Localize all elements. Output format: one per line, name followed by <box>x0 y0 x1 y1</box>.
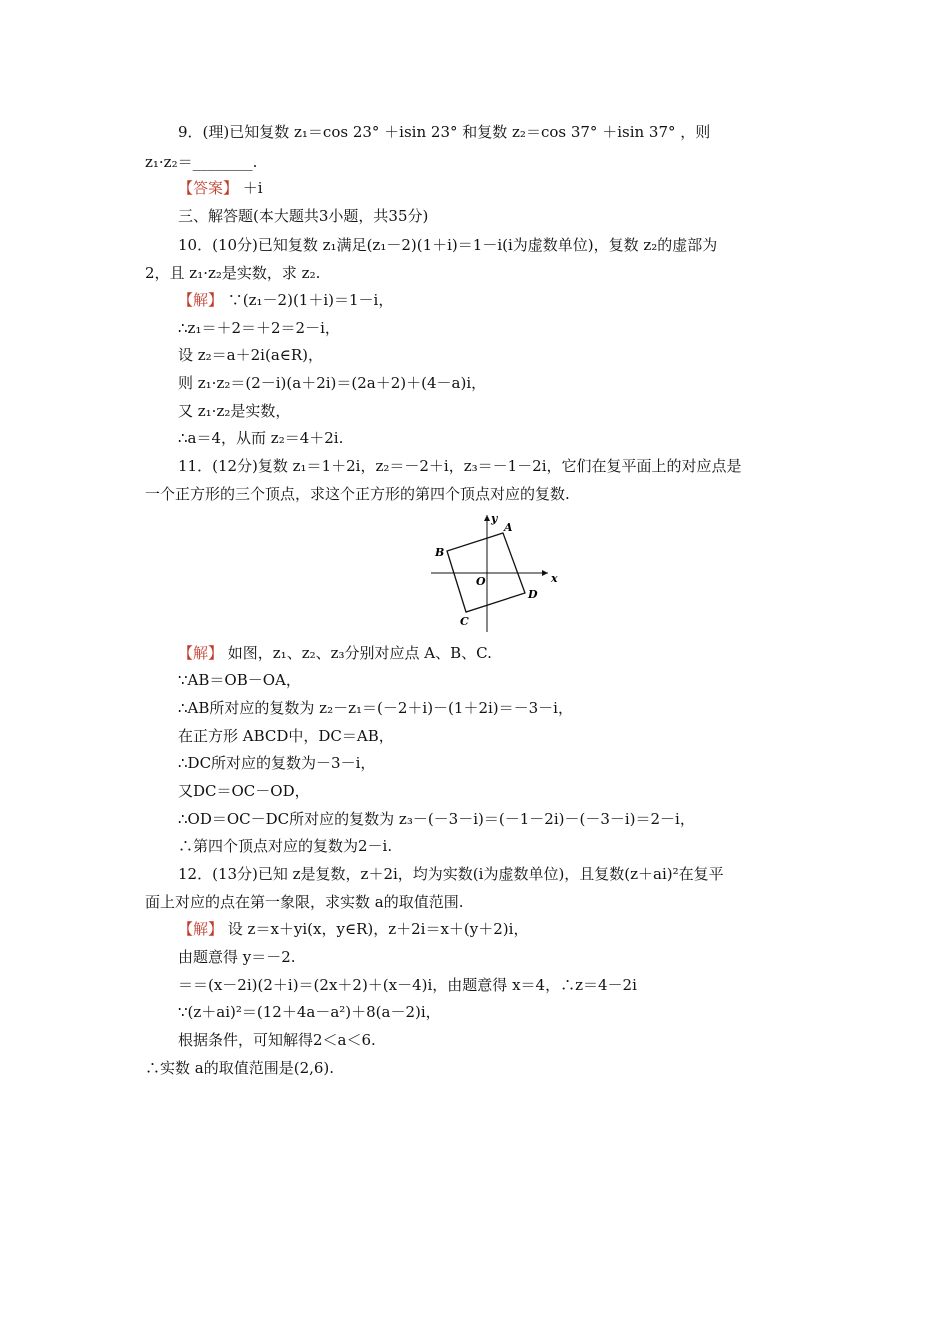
square-diagram <box>428 510 563 635</box>
point-c-label: C <box>460 615 469 628</box>
x-axis-arrow <box>542 570 548 576</box>
q11-sol-5: ∴DC所对应的复数为－3－i， <box>178 754 376 772</box>
q10-sol-5: 又 z₁·z₂是实数， <box>178 402 291 420</box>
answer-text: ＋i <box>238 179 263 197</box>
q11-sol-2: ∵AB＝OB－OA， <box>178 671 301 689</box>
q12-sol-2: 由题意得 y＝－2. <box>178 948 296 966</box>
q11-sol-1 <box>178 642 492 664</box>
point-d-label: D <box>528 588 538 601</box>
y-axis-arrow <box>484 515 490 521</box>
q11-line2: 一个正方形的三个顶点，求这个正方形的第四个顶点对应的复数. <box>145 485 570 503</box>
q10-sol-3: 设 z₂＝a＋2i(a∈R)， <box>178 346 324 364</box>
solution-text: 设 z＝x＋yi(x，y∈R)，z＋2i＝x＋(y＋2)i， <box>223 920 529 938</box>
q10-sol-1 <box>178 289 393 311</box>
point-b-label: B <box>435 546 445 559</box>
point-a-label: A <box>504 521 513 534</box>
q12-line1: 12．(13分)已知 z是复数，z＋2i，均为实数(i为虚数单位)，且复数(z＋ai)²在复平 <box>178 865 724 883</box>
section-heading: 三、解答题(本大题共3小题，共35分) <box>178 207 429 225</box>
solution-tag: 【解】 <box>178 920 224 938</box>
y-axis-label: y <box>491 512 498 525</box>
q11-line1: 11．(12分)复数 z₁＝1＋2i，z₂＝－2＋i，z₃＝－1－2i，它们在复平面上的对应点是 <box>178 457 742 475</box>
q12-sol-4: ∵(z＋ai)²＝(12＋4a－a²)＋8(a－2)i， <box>178 1003 441 1021</box>
q9-answer <box>178 177 263 199</box>
q12-sol-3: ＝＝(x－2i)(2＋i)＝(2x＋2)＋(x－4)i，由题意得 x＝4，∴z＝4－2i <box>178 976 637 994</box>
solution-text: ∵(z₁－2)(1＋i)＝1－i， <box>223 291 394 309</box>
answer-tag: 【答案】 <box>178 179 239 197</box>
q10-sol-2: ∴z₁＝＋2＝＋2＝2－i， <box>178 319 340 337</box>
solution-tag: 【解】 <box>178 291 224 309</box>
x-axis-label: x <box>551 572 558 585</box>
q12-sol-1 <box>178 918 528 940</box>
q12-sol-6: ∴实数 a的取值范围是(2,6). <box>145 1059 335 1077</box>
solution-text: 如图，z₁、z₂、z₃分别对应点 A、B、C. <box>223 644 492 662</box>
q11-sol-7: ∴OD＝OC－DC所对应的复数为 z₃－(－3－i)＝(－1－2i)－(－3－i)＝2－i， <box>178 810 695 828</box>
q10-sol-6: ∴a＝4，从而 z₂＝4＋2i. <box>178 429 344 447</box>
origin-label: O <box>476 575 486 588</box>
q12-line2: 面上对应的点在第一象限，求实数 a的取值范围. <box>145 893 464 911</box>
q10-line2: 2，且 z₁·z₂是实数，求 z₂. <box>145 264 321 282</box>
q10-sol-4: 则 z₁·z₂＝(2－i)(a＋2i)＝(2a＋2)＋(4－a)i， <box>178 374 487 392</box>
q12-sol-5: 根据条件，可知解得2＜a＜6. <box>178 1031 376 1049</box>
q9-line1: 9．(理)已知复数 z₁＝cos 23° ＋isin 23° 和复数 z₂＝cos 37° ＋isin 37° ，则 <box>178 123 711 141</box>
q10-line1: 10．(10分)已知复数 z₁满足(z₁－2)(1＋i)＝1－i(i为虚数单位)，复数 z₂的虚部为 <box>178 236 718 254</box>
q11-sol-3: ∴AB所对应的复数为 z₂－z₁＝(－2＋i)－(1＋2i)＝－3－i， <box>178 699 573 717</box>
solution-tag: 【解】 <box>178 644 224 662</box>
q11-sol-6: 又DC＝OC－OD， <box>178 782 310 800</box>
q11-sol-4: 在正方形 ABCD中，DC＝AB， <box>178 727 394 745</box>
q9-line2: z₁·z₂＝________. <box>145 153 258 171</box>
q11-sol-8: ∴第四个顶点对应的复数为2－i. <box>178 837 393 855</box>
